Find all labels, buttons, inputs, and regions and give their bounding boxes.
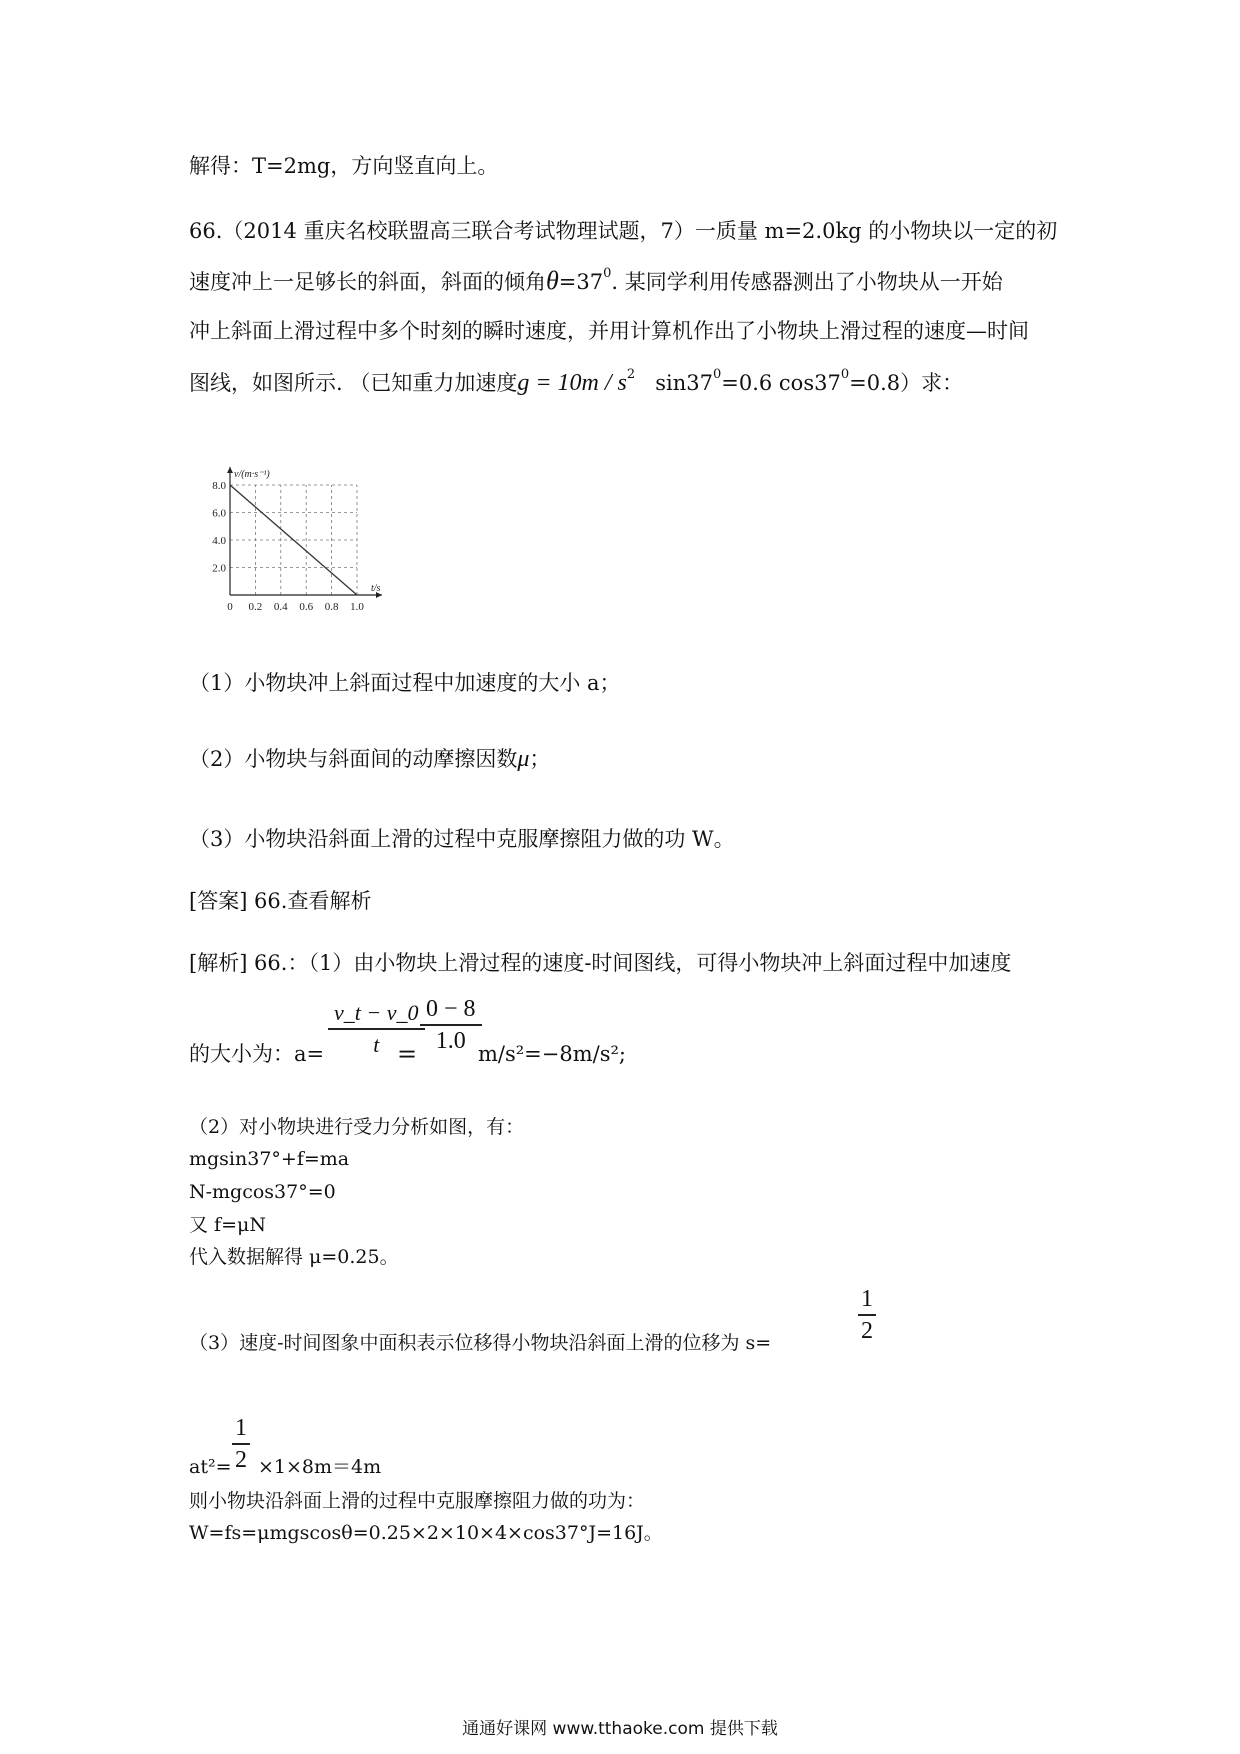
footer-text: 通通好课网 www.tthaoke.com 提供下载 <box>462 1719 778 1739</box>
y-tick-label: 8.0 <box>212 480 226 492</box>
fraction-numerator: 1 <box>232 1413 250 1445</box>
problem-66-line2-c: . 某同学利用传感器测出了小物块从一开始 <box>611 270 1003 294</box>
x-axis-label: t/s <box>371 583 381 594</box>
gravity-formula: g = 10m / s <box>517 370 627 396</box>
fraction-denominator: 2 <box>235 1447 247 1473</box>
text-solution-t: 解得：T=2mg，方向竖直向上。 <box>189 154 499 178</box>
fraction-numerator: 1 <box>858 1284 876 1316</box>
x-tick-label: 1.0 <box>350 601 364 613</box>
question-1: （1）小物块冲上斜面过程中加速度的大小 a； <box>189 671 621 695</box>
fraction-denominator: 1.0 <box>435 1028 466 1054</box>
equals-sign: = <box>397 1040 418 1068</box>
problem-66-line4-d: =0.8）求： <box>849 371 964 395</box>
x-tick-label: 0 <box>227 601 233 613</box>
work-intro: 则小物块沿斜面上滑的过程中克服摩擦阻力做的功为： <box>189 1490 646 1512</box>
accel-eq-label: 的大小为：a= <box>189 1042 325 1066</box>
question-2 <box>189 744 550 774</box>
problem-66-line4-a: 图线，如图所示. （已知重力加速度 <box>189 371 518 395</box>
theta-symbol: θ <box>546 266 559 295</box>
question-3: （3）小物块沿斜面上滑的过程中克服摩擦阻力做的功 W。 <box>189 827 735 851</box>
y-tick-label: 6.0 <box>212 507 226 520</box>
y-tick-label: 4.0 <box>212 535 226 547</box>
fraction-half-2 <box>232 1413 250 1475</box>
degree-sup: 0 <box>603 266 612 281</box>
cos-value: =0.6 cos37 <box>721 371 841 395</box>
answer-line: [答案] 66.查看解析 <box>189 889 372 913</box>
problem-66-line3: 冲上斜面上滑过程中多个时刻的瞬时速度，并用计算机作出了小物块上滑过程的速度—时间 <box>189 319 1029 343</box>
equation-1: mgsin37°+f=ma <box>189 1148 350 1170</box>
at2-result: ×1×8m＝4m <box>258 1456 382 1478</box>
question-2-a: （2）小物块与斜面间的动摩擦因数 <box>189 747 518 771</box>
x-tick-label: 0.6 <box>299 601 314 613</box>
velocity-time-chart <box>185 455 405 620</box>
x-tick-label: 0.4 <box>273 601 288 613</box>
analysis-line: [解析] 66.：（1）由小物块上滑过程的速度-时间图线，可得小物块冲上斜面过程中加速度 <box>189 951 1012 975</box>
problem-66-line2 <box>189 266 1003 301</box>
y-tick-label: 2.0 <box>212 562 226 575</box>
sin-value: sin37 <box>655 371 713 395</box>
work-result: W=fs=μmgscosθ=0.25×2×10×4×cos37°J=16J。 <box>189 1522 663 1544</box>
y-axis-label: v/(m·s⁻¹) <box>234 469 270 480</box>
fraction-numerator: v_t − v_0 <box>328 998 425 1030</box>
angle-value: =37 <box>558 270 604 294</box>
displacement-intro: （3）速度-时间图象中面积表示位移得小物块沿斜面上滑的位移为 s= <box>189 1332 772 1354</box>
fraction-numerator: 0 − 8 <box>420 994 482 1026</box>
equation-3: 又 f=μN <box>189 1214 266 1236</box>
degree-sup-1: 0 <box>712 367 722 382</box>
accel-result: m/s²=−8m/s²; <box>478 1042 626 1066</box>
fraction-denominator: 2 <box>861 1318 873 1344</box>
y-axis-arrow <box>227 467 233 473</box>
square-sup: 2 <box>626 367 636 382</box>
equation-4: 代入数据解得 μ=0.25。 <box>189 1246 399 1268</box>
equation-2: N-mgcos37°=0 <box>189 1181 336 1203</box>
problem-66-line4 <box>189 368 963 402</box>
problem-66-line2-a: 速度冲上一足够长的斜面，斜面的倾角 <box>189 270 546 294</box>
force-analysis-intro: （2）对小物块进行受力分析如图，有： <box>189 1116 525 1138</box>
problem-66-line1: 66.（2014 重庆名校联盟高三联合考试物理试题，7）一质量 m=2.0kg 的小物块以一定的初 <box>189 219 1058 243</box>
x-tick-label: 0.8 <box>324 601 339 613</box>
x-tick-label: 0.2 <box>248 601 263 613</box>
degree-sup-2: 0 <box>840 367 850 382</box>
fraction-denominator: t <box>373 1032 380 1057</box>
fraction-half-1 <box>858 1284 876 1346</box>
question-2-b: ； <box>529 747 551 771</box>
at2-label: at²= <box>189 1456 232 1478</box>
fraction-numbers <box>420 994 482 1056</box>
mu-symbol: μ <box>517 746 530 772</box>
